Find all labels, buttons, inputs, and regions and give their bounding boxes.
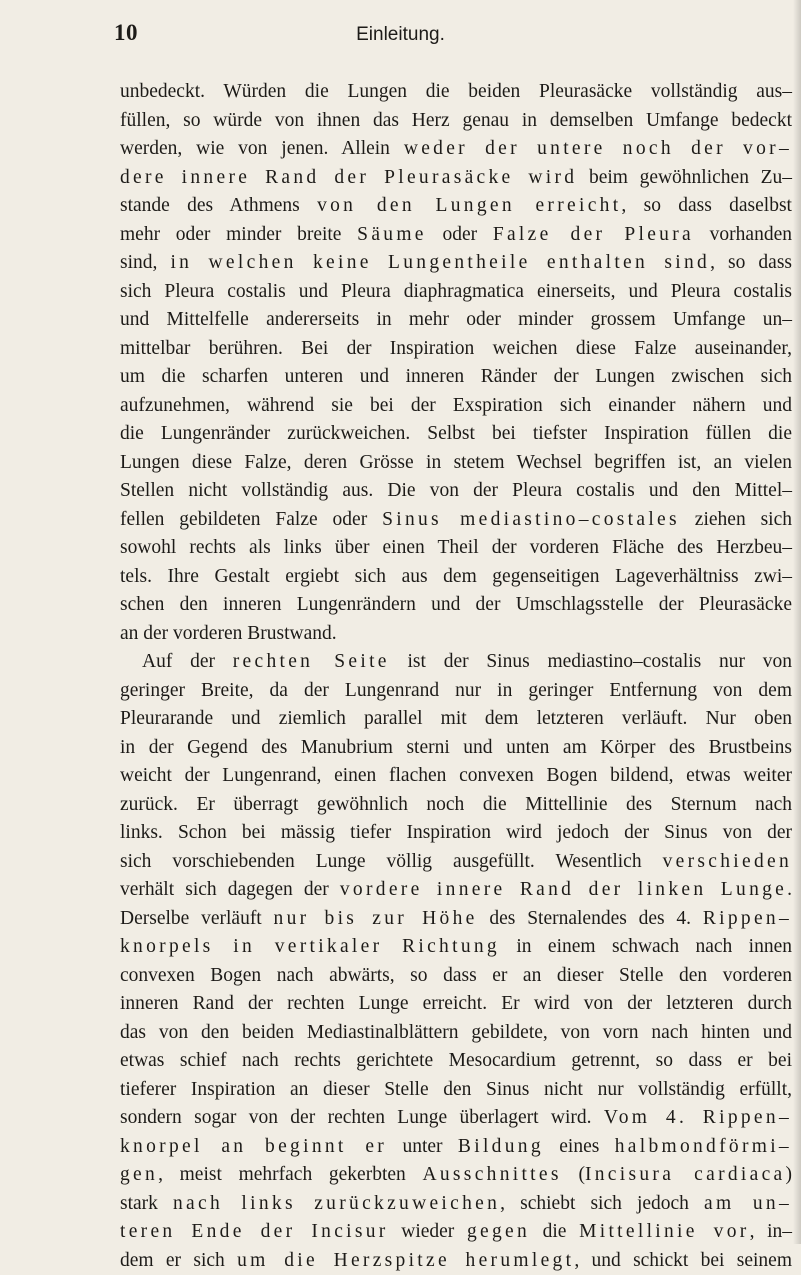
- text-run: füllen, so würde von ihnen das Herz genau in demselben Umfange bedeckt: [120, 110, 792, 131]
- text-line: [120, 848, 792, 877]
- text-run: verhält sich dagegen der: [120, 879, 340, 900]
- text-run: wieder: [389, 1221, 467, 1242]
- text-run: fellen gebildeten Falze oder: [120, 509, 382, 530]
- emphasized-text: nur bis zur Höhe: [274, 908, 478, 929]
- text-run: sondern sogar von der rechten Lunge überlagert wird.: [120, 1107, 604, 1128]
- text-line: [120, 819, 792, 848]
- text-run: .: [787, 879, 792, 900]
- text-run: und Mittelfelle andererseits in mehr oder minder grossem Umfange un–: [120, 309, 792, 330]
- text-run: Stellen nicht vollständig aus. Die von der Pleura costalis und den Mittel–: [120, 480, 792, 501]
- text-line: [120, 648, 792, 677]
- text-line: [120, 192, 792, 221]
- emphasized-text: Bildung: [458, 1136, 544, 1157]
- text-line: [120, 107, 792, 136]
- text-line: [120, 1104, 792, 1133]
- text-run: das von den beiden Mediastinalblättern gebildete, von vorn nach hinten und: [120, 1022, 792, 1043]
- body-text: [120, 78, 792, 1275]
- text-run: an der vorderen Brustwand.: [120, 623, 337, 644]
- text-line: [120, 335, 792, 364]
- emphasized-text: halbmondförmi–: [615, 1136, 792, 1157]
- emphasized-text: Falze der Pleura: [493, 224, 694, 245]
- text-run: oder: [427, 224, 493, 245]
- text-line: [120, 534, 792, 563]
- text-run: beim gewöhnlichen Zu–: [577, 167, 792, 188]
- emphasized-text: Sinus mediastino–costales: [382, 509, 680, 530]
- text-run: , so dass: [710, 252, 792, 273]
- text-run: stark: [120, 1193, 173, 1214]
- text-run: die Lungenränder zurückweichen. Selbst bei tiefster Inspiration füllen die: [120, 423, 792, 444]
- text-run: Lungen diese Falze, deren Grösse in stetem Wechsel begriffen ist, an vielen: [120, 452, 792, 473]
- text-line: [120, 1218, 792, 1247]
- text-run: mittelbar berühren. Bei der Inspiration weichen diese Falze auseinander,: [120, 338, 792, 359]
- text-run: ist der Sinus mediastino–costalis nur von: [390, 651, 792, 672]
- text-run: tels. Ihre Gestalt ergiebt sich aus dem gegenseitigen Lageverhältniss zwi–: [120, 566, 792, 587]
- emphasized-text: knorpel an beginnt er: [120, 1136, 387, 1157]
- text-run: , meist mehrfach gekerbten: [158, 1164, 422, 1185]
- text-run: , so dass daselbst: [621, 195, 792, 216]
- text-line: [120, 677, 792, 706]
- text-run: , in–: [750, 1221, 792, 1242]
- text-line: [120, 620, 792, 649]
- text-run: sich Pleura costalis und Pleura diaphragmatica einerseits, und Pleura costalis: [120, 281, 792, 302]
- text-line: [120, 933, 792, 962]
- text-run: des Sternalendes des 4.: [478, 908, 703, 929]
- text-run: geringer Breite, da der Lungenrand nur in geringer Entfernung von dem: [120, 680, 792, 701]
- emphasized-text: verschieden: [663, 851, 792, 872]
- text-line: [120, 1161, 792, 1190]
- text-run: Pleurarande und ziemlich parallel mit dem letzteren verläuft. Nur oben: [120, 708, 792, 729]
- text-line: [120, 420, 792, 449]
- text-run: , und schickt bei seinem: [574, 1250, 792, 1271]
- text-run: convexen Bogen nach abwärts, so dass er an dieser Stelle den vorderen: [120, 965, 792, 986]
- text-line: [120, 78, 792, 107]
- text-run: sowohl rechts als links über einen Theil der vorderen Fläche des Herzbeu–: [120, 537, 792, 558]
- text-run: tieferer Inspiration an dieser Stelle den Sinus nicht nur vollständig erfüllt,: [120, 1079, 792, 1100]
- text-line: [120, 363, 792, 392]
- text-line: [120, 990, 792, 1019]
- emphasized-text: vordere innere Rand der linken Lunge: [340, 879, 787, 900]
- text-run: links. Schon bei mässig tiefer Inspiration wird jedoch der Sinus von der: [120, 822, 792, 843]
- text-line: [120, 1247, 792, 1275]
- text-line: [120, 734, 792, 763]
- text-line: [120, 905, 792, 934]
- emphasized-text: Mittellinie vor: [579, 1221, 749, 1242]
- text-run: mehr oder minder breite: [120, 224, 357, 245]
- text-line: [120, 221, 792, 250]
- text-line: [120, 962, 792, 991]
- text-line: [120, 249, 792, 278]
- text-run: weicht der Lungenrand, einen flachen convexen Bogen bildend, etwas weiter: [120, 765, 792, 786]
- text-run: vorhanden: [694, 224, 792, 245]
- running-head: Einleitung.: [0, 24, 801, 46]
- text-line: [120, 762, 792, 791]
- text-run: Auf der: [142, 651, 233, 672]
- text-run: zurück. Er überragt gewöhnlich noch die Mittellinie des Sternum nach: [120, 794, 792, 815]
- text-line: [120, 135, 792, 164]
- text-run: (: [562, 1164, 585, 1185]
- emphasized-text: am un–: [704, 1193, 792, 1214]
- text-line: [120, 477, 792, 506]
- emphasized-text: nach links zurückzuweichen: [173, 1193, 500, 1214]
- text-run: sich vorschiebenden Lunge völlig ausgefüllt. Wesentlich: [120, 851, 663, 872]
- text-line: [120, 164, 792, 193]
- text-line: [120, 278, 792, 307]
- text-line: [120, 506, 792, 535]
- emphasized-text: in welchen keine Lungentheile enthalten sind: [170, 252, 710, 273]
- text-run: die: [530, 1221, 579, 1242]
- emphasized-text: Rippen–: [703, 908, 792, 929]
- page-number: 10: [114, 20, 138, 46]
- text-run: inneren Rand der rechten Lunge erreicht. Er wird von der letzteren durch: [120, 993, 792, 1014]
- text-line: [120, 876, 792, 905]
- text-run: , schiebt sich jedoch: [500, 1193, 704, 1214]
- text-run: um die scharfen unteren und inneren Ränder der Lungen zwischen sich: [120, 366, 792, 387]
- emphasized-text: Vom 4. Rippen–: [604, 1107, 792, 1128]
- emphasized-text: um die Herzspitze herumlegt: [237, 1250, 574, 1271]
- text-line: [120, 1047, 792, 1076]
- page-edge-shadow: [793, 0, 801, 1244]
- emphasized-text: gen: [120, 1164, 158, 1185]
- emphasized-text: gegen: [467, 1221, 530, 1242]
- text-run: in der Gegend des Manubrium sterni und unten am Körper des Brustbeins: [120, 737, 792, 758]
- text-run: schen den inneren Lungenrändern und der Umschlagsstelle der Pleurasäcke: [120, 594, 792, 615]
- text-run: unter: [387, 1136, 458, 1157]
- text-run: sind,: [120, 252, 170, 273]
- text-run: werden, wie von jenen. Allein: [120, 138, 404, 159]
- text-line: [120, 705, 792, 734]
- text-line: [120, 1190, 792, 1219]
- text-line: [120, 1133, 792, 1162]
- text-line: [120, 306, 792, 335]
- text-run: Derselbe verläuft: [120, 908, 274, 929]
- text-run: ): [786, 1164, 793, 1185]
- text-line: [120, 563, 792, 592]
- text-run: aufzunehmen, während sie bei der Exspiration sich einander nähern und: [120, 395, 792, 416]
- emphasized-text: Incisura cardiaca: [585, 1164, 786, 1185]
- emphasized-text: dere innere Rand der Pleurasäcke wird: [120, 167, 577, 188]
- emphasized-text: von den Lungen erreicht: [317, 195, 621, 216]
- text-run: eines: [544, 1136, 615, 1157]
- text-line: [120, 1076, 792, 1105]
- text-line: [120, 392, 792, 421]
- text-line: [120, 591, 792, 620]
- emphasized-text: rechten Seite: [233, 651, 390, 672]
- text-run: etwas schief nach rechts gerichtete Mesocardium getrennt, so dass er bei: [120, 1050, 792, 1071]
- text-run: ziehen sich: [680, 509, 792, 530]
- text-line: [120, 791, 792, 820]
- emphasized-text: weder der untere noch der vor–: [404, 138, 792, 159]
- text-run: stande des Athmens: [120, 195, 317, 216]
- emphasized-text: Ausschnittes: [422, 1164, 561, 1185]
- emphasized-text: teren Ende der Incisur: [120, 1221, 389, 1242]
- emphasized-text: Säume: [357, 224, 427, 245]
- text-run: dem er sich: [120, 1250, 237, 1271]
- emphasized-text: knorpels in vertikaler Richtung: [120, 936, 500, 957]
- text-line: [120, 449, 792, 478]
- text-run: unbedeckt. Würden die Lungen die beiden Pleurasäcke vollständig aus–: [120, 81, 792, 102]
- text-line: [120, 1019, 792, 1048]
- text-run: in einem schwach nach innen: [500, 936, 792, 957]
